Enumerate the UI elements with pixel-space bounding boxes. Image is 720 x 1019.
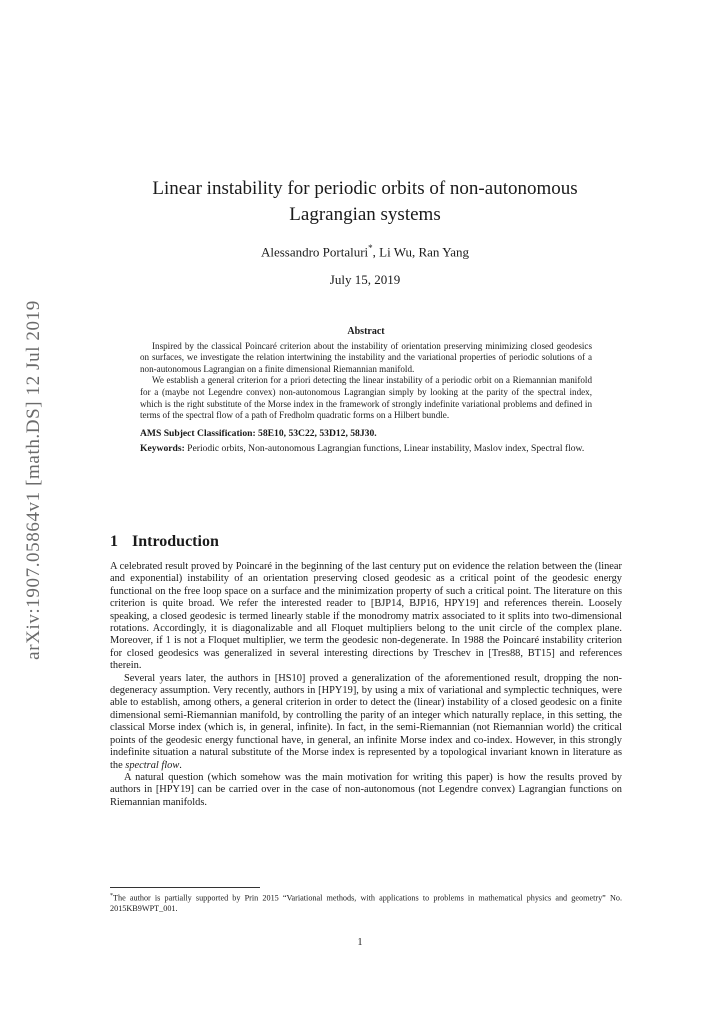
ams-classification xyxy=(140,428,592,440)
keywords-value: Periodic orbits, Non-autonomous Lagrangian functions, Linear instability, Maslov index, Spectral flow. xyxy=(184,443,585,455)
author-rest: , Li Wu, Ran Yang xyxy=(372,244,470,260)
keywords-label: Keywords: xyxy=(140,443,185,455)
intro-p2-emphasis: spectral flow xyxy=(125,759,180,771)
keywords xyxy=(140,443,592,455)
abstract-paragraph-2: We establish a general criterion for a priori detecting the linear instability of a periodic orbit on a Riemannian manifold for a (maybe not Legendre convex) non-autonomous Lagrangian simply by looking at the parity of the spectral index, which is the right substitute of the Morse index in the framework of strongly indefinite variational problems and defined in terms of the spectral flow of a path of Fredholm quadratic forms on a Hilbert bundle. xyxy=(140,375,592,421)
footnote-divider xyxy=(110,887,260,888)
footnote-marker: * xyxy=(110,893,113,899)
footnote-text: The author is partially supported by Prin 2015 “Variational methods, with applications to problems in mathematical physics and geometry” No. 2015KB9WPT_001. xyxy=(110,893,622,913)
author-first: Alessandro Portaluri xyxy=(260,244,369,260)
author-list xyxy=(100,243,630,260)
intro-paragraph-3: A natural question (which somehow was the main motivation for writing this paper) is how the results proved by authors in [HPY19] can be carried over in the case of non-autonomous (not Legendre convex) Lagrangian functions on Riemannian manifolds. xyxy=(110,771,622,808)
section-title: Introduction xyxy=(132,533,219,550)
abstract-heading: Abstract xyxy=(347,326,385,337)
paper-title xyxy=(100,176,630,228)
paper-date: July 15, 2019 xyxy=(329,272,401,287)
arxiv-identifier: arXiv:1907.05864v1 [math.DS] 12 Jul 2019 xyxy=(23,300,44,660)
section-number: 1 xyxy=(110,533,118,550)
author-footnote-marker: * xyxy=(368,243,373,253)
ams-label: AMS Subject Classification: xyxy=(140,427,256,439)
intro-paragraph-1: A celebrated result proved by Poincaré in the beginning of the last century put on evidence the relation between the (linear and exponential) instability of an orientation preserving closed geodesic as a critical point of the geodesic energy functional on the free loop space on a surface and the minimization property of such a critical point. The literature on this criterion is quite broad. We refer the interested reader to [BJP14, BJP16, HPY19] and references therein. Loosely speaking, a closed geodesic is termed linearly stable if the monodromy matrix associated to it splits into two-dimensional rotations. Accordingly, it is diagonalizable and all Floquet multipliers belong to the unit circle of the complex plane. Moreover, if 1 is not a Floquet multiplier, we term the geodesic non-degenerate. In 1988 the Poincaré instability criterion for closed geodesics was generalized in several interesting directions by Treschev in [Tres88, BT15] and references therein. xyxy=(110,561,622,672)
section-heading xyxy=(110,533,219,551)
page-number: 1 xyxy=(357,937,363,948)
introduction-body xyxy=(110,561,622,809)
title-line-1: Linear instability for periodic orbits of non-autonomous xyxy=(152,178,578,199)
ams-value: 58E10, 53C22, 53D12, 58J30. xyxy=(255,427,377,439)
title-line-2: Lagrangian systems xyxy=(289,204,441,225)
abstract-block xyxy=(140,326,592,455)
abstract-paragraph-1: Inspired by the classical Poincaré criterion about the instability of orientation preserving minimizing closed geodesics on surfaces, we investigate the relation intertwining the instability and the variational properties of periodic solutions of a non-autonomous Lagrangian on a finite dimensional Riemannian manifold. xyxy=(140,340,592,374)
intro-paragraph-2 xyxy=(110,673,622,772)
intro-p2-end: . xyxy=(179,759,182,771)
footnote xyxy=(110,891,622,914)
intro-p2-text: Several years later, the authors in [HS10] proved a generalization of the aforementioned result, dropping the non-degeneracy assumption. Very recently, authors in [HPY19], by using a mix of variational and symplectic techniques, were able to establish, among others, a general criterion in order to detect the (linear) instability of a closed geodesic on a finite dimensional semi-Riemannian manifold, by controlling the parity of an integer which naturally replace, in this setting, the classical Morse index (which is, in general, infinite). In fact, in the semi-Riemannian (not Riemannian world) the critical points of the geodesic energy functional have, in general, an infinite Morse index and co-index. However, in this strongly indefinite situation a natural substitute of the Morse index is represented by a topological invariant known in literature as the xyxy=(110,672,622,771)
